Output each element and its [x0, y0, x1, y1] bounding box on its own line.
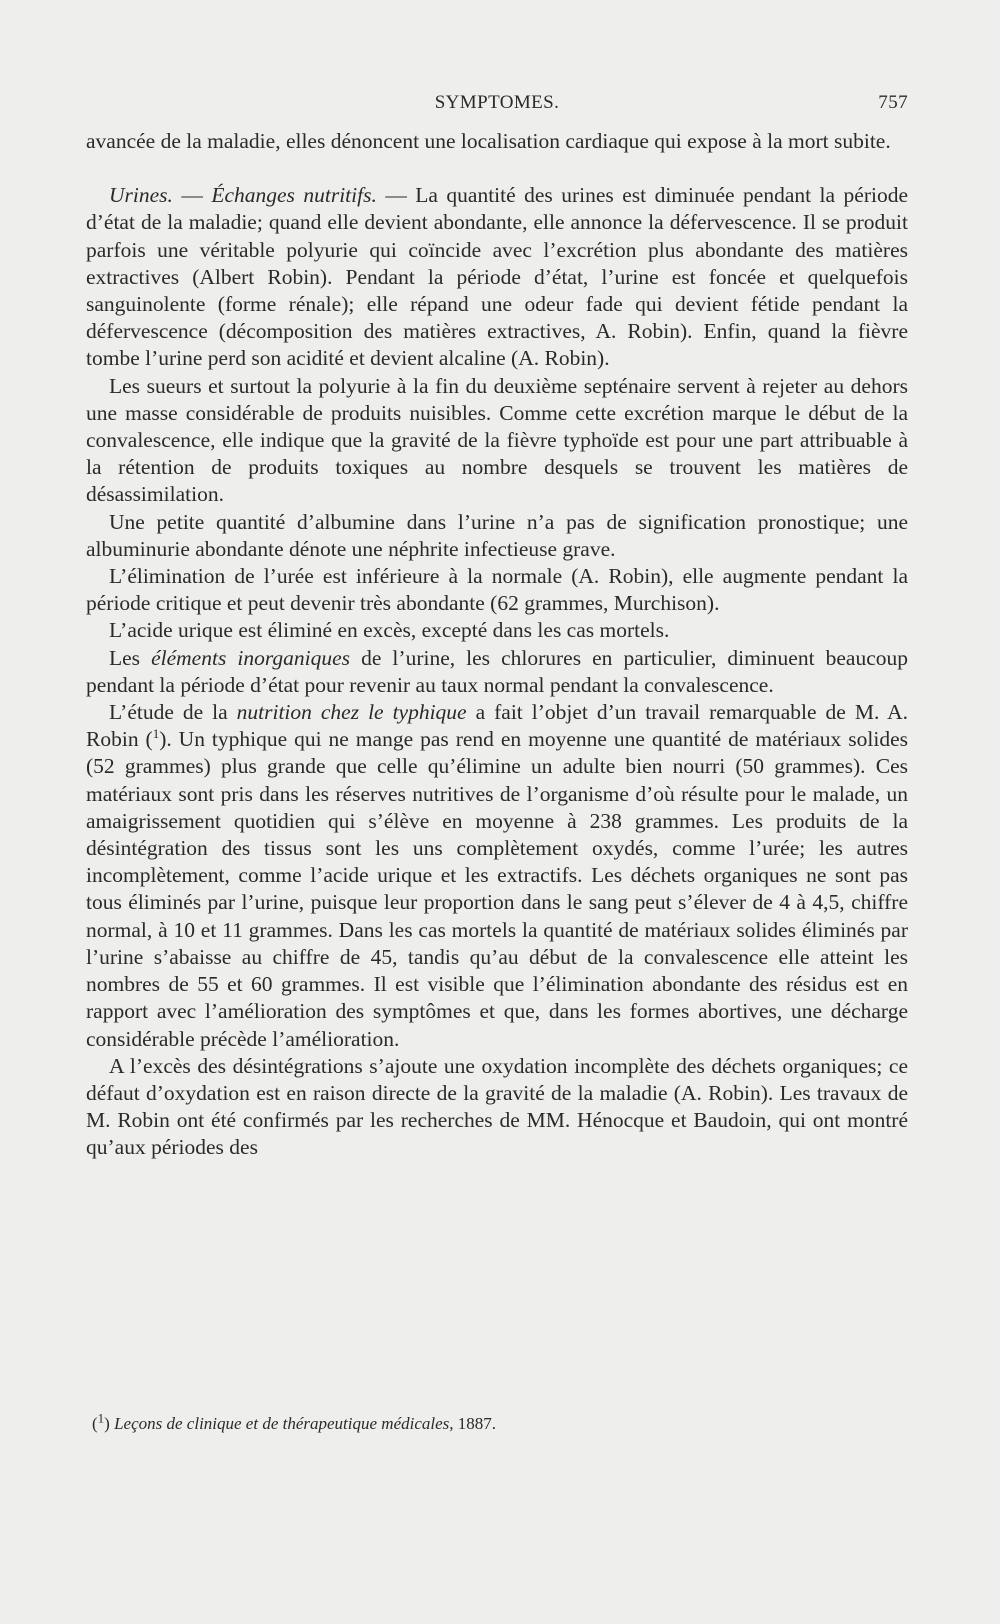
footnote-year: 1887.	[453, 1414, 497, 1433]
title-separator: —	[172, 183, 212, 208]
paragraph-urines-text: — La quantité des urines est diminuée pendant la période d’état de la maladie; quand elle devient abondante, elle annonce la défervescence. Il se produit parfois une véritable polyurie qui coïncide avec l’excrétion plus abondante des matières extractives (Albert Robin). Pendant la période d’état, l’urine est foncée et quelquefois sanguinolente (forme rénale); elle répand une odeur fade qui devient fétide pendant la défervescence (décomposition des matières extractives, A. Robin). Enfin, quand la fièvre tombe l’urine perd son acidité et devient alcaline (A. Robin).	[86, 183, 909, 371]
paragraph-albumine: Une petite quantité d’albumine dans l’urine n’a pas de signification pronostique; une albuminurie abondante dénote une néphrite infectieuse grave.	[86, 509, 908, 561]
text-run: ). Un typhique qui ne mange pas rend en moyenne une quantité de matériaux solides (52 grammes) plus grande que celle qu’élimine un adulte bien nourri (50 grammes). Ces matériaux sont pris dans les réserves nutritives de l’organisme d’où résulte pour le malade, un amaigrissement quotidien qui s’élève en moyenne à 238 grammes. Les produits de la désintégration des tissus sont les uns complètement oxydés, comme l’urée; les autres incomplètement, comme l’acide urique et les extractifs. Les déchets organiques ne sont pas tous éliminés par l’urine, puisque leur proportion dans le sang peut s’élever de 4 à 4,5, chiffre normal, à 10 et 11 grammes. Dans les cas mortels la quantité de matériaux solides éliminés par l’urine s’abaisse au chiffre de 45, tandis qu’au début de la convalescence elle atteint les nombres de 55 et 60 grammes. Il est visible que l’élimination abondante des résidus est en rapport avec l’amélioration des symptômes et que, dans les formes abortives, une décharge considérable précède l’amélioration.	[86, 727, 908, 1051]
emphasis-nutrition: nutrition chez le typhique	[236, 700, 467, 725]
paragraph-urines	[86, 182, 908, 372]
section-title-echanges: Échanges nutritifs.	[211, 183, 377, 208]
paragraph-oxydation: A l’excès des désintégrations s’ajoute une oxydation incomplète des déchets organiques; ce défaut d’oxydation est en raison directe de la gravité de la maladie (A. Robin). Les travaux de M. Robin ont été confirmés par les recherches de MM. Hénocque et Baudoin, qui ont montré qu’aux périodes des	[86, 1053, 908, 1160]
text-run: Les	[109, 645, 152, 670]
text-run: L’étude de la	[109, 700, 237, 725]
footnote: ($^1$) Leçons de clinique et de thérapeutique médicales, 1887.	[92, 1410, 497, 1433]
section-title-urines: Urines.	[109, 183, 173, 208]
paragraph-sueurs: Les sueurs et surtout la polyurie à la fin du deuxième septénaire servent à rejeter au dehors une masse considérable de produits nuisibles. Comme cette excrétion marque le début de la convalescence, elle indique que la gravité de la fièvre typhoïde est pour une part attribuable à la rétention de produits toxiques au nombre desquels se trouvent les matières de désassimilation.	[86, 373, 908, 507]
footnote-reference[interactable]: 1	[152, 726, 160, 742]
footnote-marker: 1	[97, 1410, 105, 1426]
text-run: de l’urine, les chlorures en particulier, diminuent beaucoup pendant la période d’état pour revenir au taux normal pendant la convalescence.	[86, 645, 908, 697]
paragraph-uree: L’élimination de l’urée est inférieure à la normale (A. Robin), elle augmente pendant la période critique et peut devenir très abondante (62 grammes, Murchison).	[86, 564, 908, 616]
paragraph-elements-inorganiques	[86, 645, 908, 699]
running-title: SYMPTOMES.	[434, 92, 560, 113]
paragraph-nutrition	[86, 699, 908, 1053]
paragraph-continuation: avancée de la maladie, elles dénoncent une localisation cardiaque qui expose à la mort subite.	[86, 129, 891, 153]
paragraph-acide-urique: L’acide urique est éliminé en excès, excepté dans les cas mortels.	[109, 618, 670, 643]
body-text	[86, 128, 908, 1162]
emphasis-elements-inorganiques: éléments inorganiques	[151, 645, 351, 670]
page-number: 757	[878, 92, 908, 113]
page-header	[86, 92, 908, 122]
footnote-title: Leçons de clinique et de thérapeutique médicales,	[114, 1414, 454, 1433]
text-run: a fait l’objet d’un travail remarquable de M. A. Robin (	[86, 700, 909, 752]
